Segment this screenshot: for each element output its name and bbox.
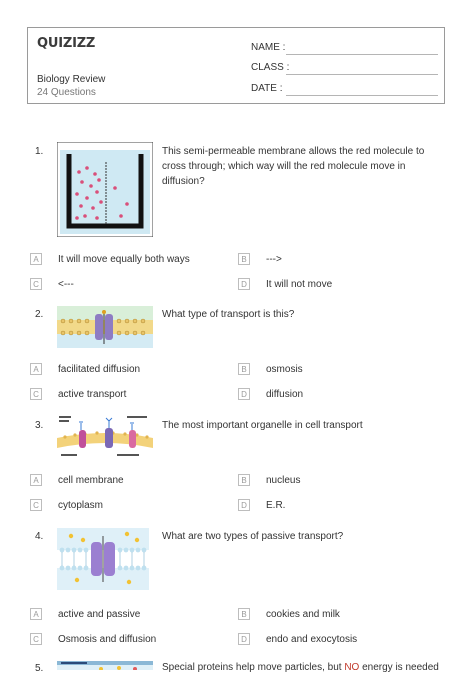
channel-protein-diagram [57,528,149,590]
question-text: What are two types of passive transport? [162,531,344,542]
option-text: cytoplasm [58,500,104,511]
question-text: This semi-permeable membrane allows the red molecule to cross through; which way will the red molecule move in diffusion? [162,146,425,187]
question-number: 3. [35,420,44,431]
facilitated-transport-diagram [57,306,153,348]
date-line[interactable] [286,95,438,96]
question-text: The most important organelle in cell transport [162,420,363,431]
question-3-image [57,414,153,462]
question-text-part: energy is needed [359,662,439,673]
option-letter-box[interactable]: D [238,499,250,511]
option-text: It will move equally both ways [58,254,190,265]
option-letter-box[interactable]: C [30,499,42,511]
question-5-image [57,659,153,670]
option-text: <--- [58,279,74,290]
class-label: CLASS : [251,62,290,73]
option-text: Osmosis and diffusion [58,634,157,645]
option-letter-box[interactable]: A [30,363,42,375]
option-letter-box[interactable]: B [238,363,250,375]
question-4-image [57,528,149,590]
question-number: 1. [35,146,44,157]
option-text: cell membrane [58,475,124,486]
date-label: DATE : [251,83,283,94]
question-text-part: Special proteins help move particles, but [162,662,345,673]
quizizz-logo: QUIZIZZ [37,36,96,51]
option-letter-box[interactable]: D [238,278,250,290]
cell-membrane-diagram [57,414,153,462]
worksheet-header [27,27,445,104]
option-text: nucleus [266,475,301,486]
option-letter-box[interactable]: C [30,388,42,400]
question-1-image [57,142,153,237]
option-letter-box[interactable]: A [30,474,42,486]
name-label: NAME : [251,42,286,53]
name-line[interactable] [286,54,438,55]
option-letter-box[interactable]: D [238,633,250,645]
option-letter-box[interactable]: C [30,278,42,290]
option-text: facilitated diffusion [58,364,141,375]
question-count: 24 Questions [37,87,96,98]
question-2-image [57,306,153,348]
question-text [162,662,439,673]
option-letter-box[interactable]: A [30,608,42,620]
option-text: It will not move [266,279,333,290]
option-text: E.R. [266,500,286,511]
option-text: ---> [266,254,282,265]
option-letter-box[interactable]: B [238,608,250,620]
membrane-beaker-diagram [57,142,153,237]
question-number: 5. [35,663,44,674]
option-text: active and passive [58,609,141,620]
option-text: active transport [58,389,127,400]
question-number: 2. [35,309,44,320]
option-text: cookies and milk [266,609,340,620]
protein-pump-diagram [57,661,153,670]
option-text: osmosis [266,364,303,375]
emphasis-no: NO [344,662,360,673]
option-letter-box[interactable]: B [238,253,250,265]
option-letter-box[interactable]: C [30,633,42,645]
option-letter-box[interactable]: A [30,253,42,265]
question-text: What type of transport is this? [162,309,295,320]
option-letter-box[interactable]: D [238,388,250,400]
option-text: endo and exocytosis [266,634,358,645]
option-text: diffusion [266,389,304,400]
worksheet-title: Biology Review [37,74,106,85]
option-letter-box[interactable]: B [238,474,250,486]
class-line[interactable] [286,74,438,75]
question-number: 4. [35,531,44,542]
